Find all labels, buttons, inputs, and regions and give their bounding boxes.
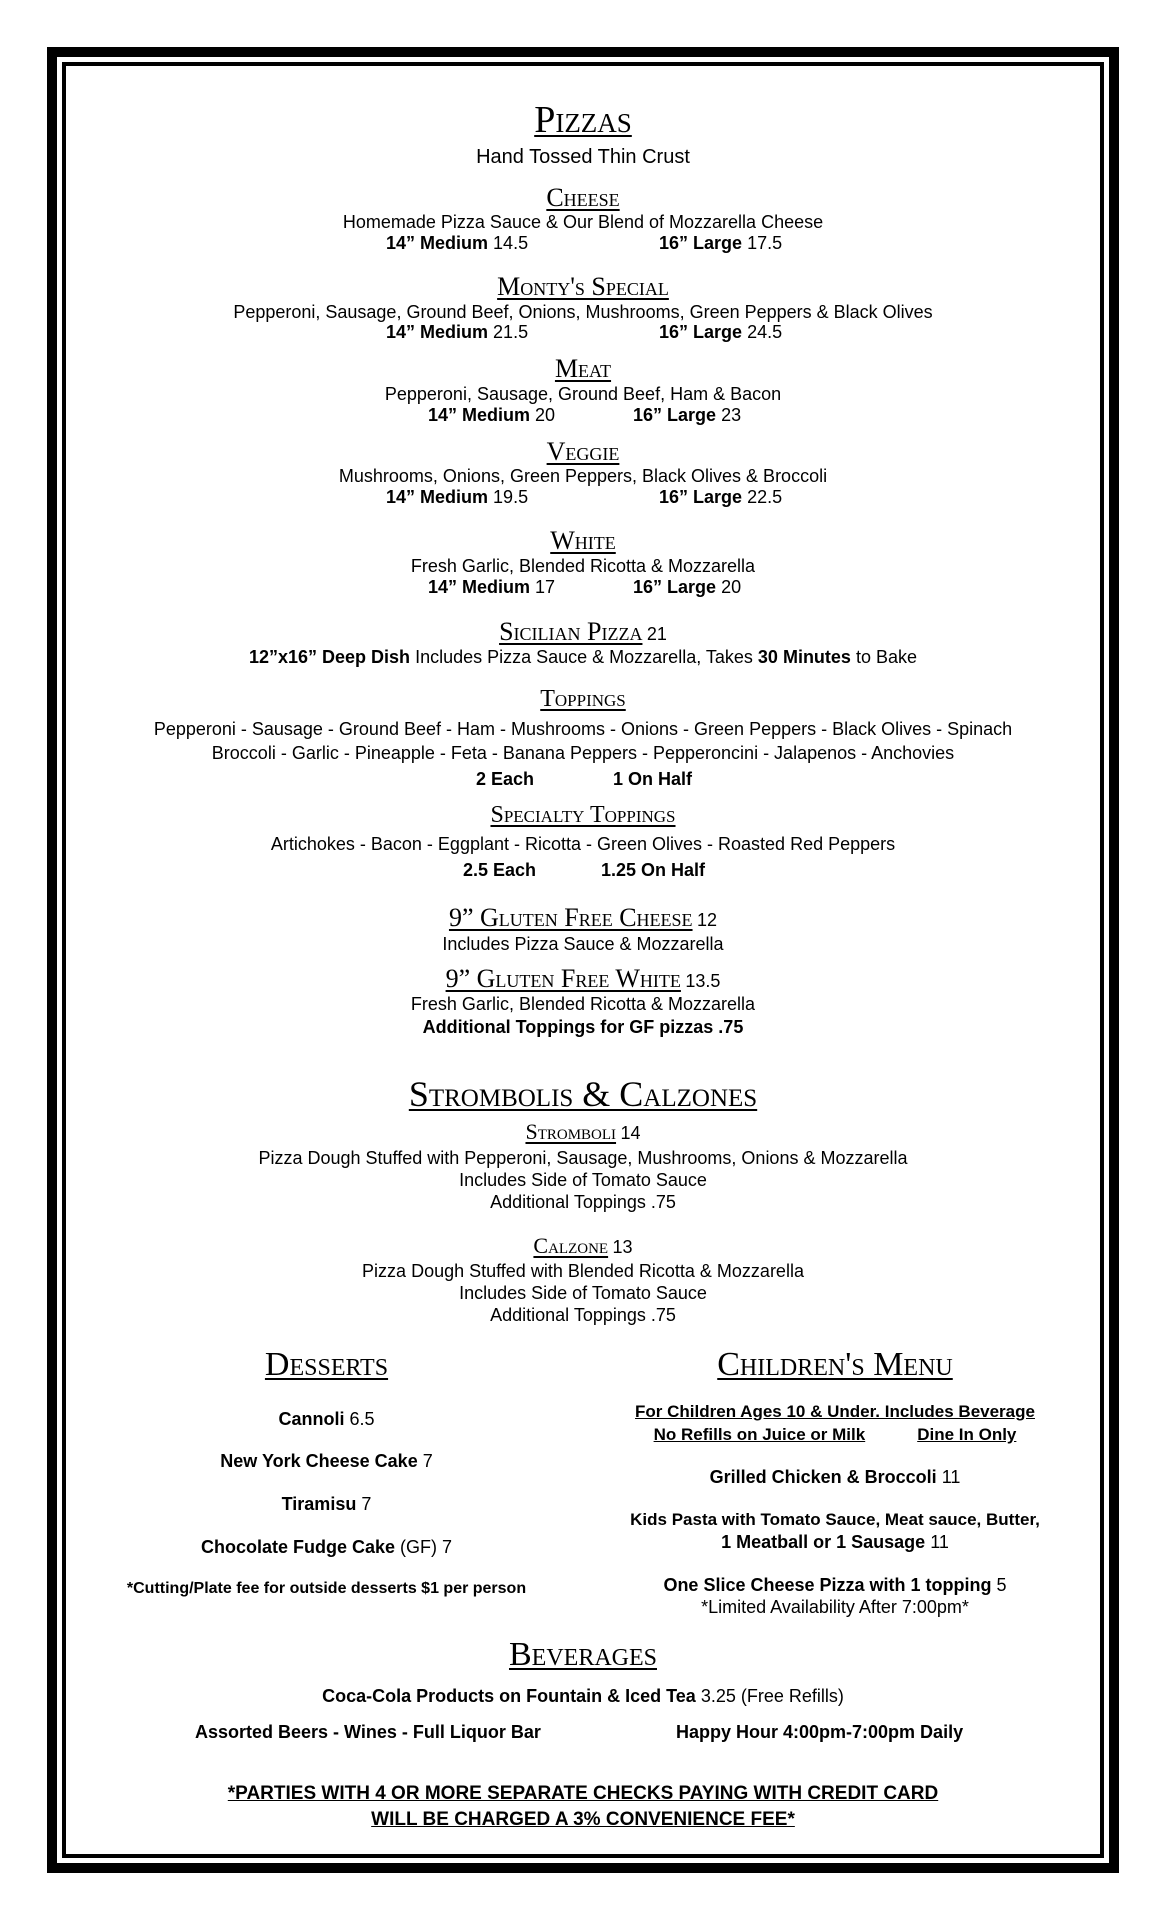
desserts-title: Desserts [264, 1346, 389, 1383]
beverage-soda: Coca-Cola Products on Fountain & Iced Tea 3.25 (Free Refills) [322, 1686, 844, 1706]
sicilian-pizza-desc: 12”x16” Deep Dish Includes Pizza Sauce & Mozzarella, Takes 30 Minutes to Bake [248, 647, 918, 667]
dessert-plate-fee-note: *Cutting/Plate fee for outside desserts $1 per person [126, 1580, 527, 1597]
specialty-half-price: 1.25 On Half [601, 860, 706, 880]
gf-white-desc: Fresh Garlic, Blended Ricotta & Mozzarella [410, 994, 756, 1014]
montys-special-desc: Pepperoni, Sausage, Ground Beef, Onions, Mushrooms, Green Peppers & Black Olives [233, 302, 933, 322]
meat-pizza-name: Meat [554, 354, 612, 383]
veggie-large-price: 16” Large 22.5 [659, 487, 783, 507]
childrens-menu-section [600, 1346, 1070, 1618]
veggie-pizza-name: Veggie [546, 437, 620, 466]
specialty-toppings-line: Artichokes - Bacon - Eggplant - Ricotta - Green Olives - Roasted Red Peppers [270, 834, 896, 854]
gf-cheese-desc: Includes Pizza Sauce & Mozzarella [442, 934, 724, 954]
dessert-item: Chocolate Fudge Cake (GF) 7 [200, 1537, 453, 1557]
children-availability-note: *Limited Availability After 7:00pm* [701, 1597, 969, 1617]
children-age-info: For Children Ages 10 & Under. Includes Beverage [635, 1402, 1035, 1421]
children-item-pizza: One Slice Cheese Pizza with 1 topping 5 [663, 1575, 1007, 1595]
calzone-line-1: Pizza Dough Stuffed with Blended Ricotta & Mozzarella [362, 1261, 804, 1281]
children-item-pasta-line-1: Kids Pasta with Tomato Sauce, Meat sauce, Butter, [630, 1510, 1040, 1529]
toppings-line-2: Broccoli - Garlic - Pineapple - Feta - Banana Peppers - Pepperoncini - Jalapenos - Anchovies [211, 743, 955, 763]
gf-cheese-heading: 9” Gluten Free Cheese 12 [448, 903, 718, 932]
dessert-item: New York Cheese Cake 7 [220, 1451, 433, 1471]
stromboli-heading: Stromboli 14 [525, 1119, 641, 1144]
pizzas-title: Pizzas [534, 99, 632, 141]
meat-medium-price: 14” Medium 20 [428, 405, 556, 425]
calzone-heading: Calzone 13 [533, 1233, 633, 1258]
veggie-pizza-desc: Mushrooms, Onions, Green Peppers, Black Olives & Broccoli [338, 466, 828, 486]
dessert-item: Tiramisu 7 [281, 1494, 372, 1514]
montys-medium-price: 14” Medium 21.5 [386, 322, 529, 342]
white-large-price: 16” Large 20 [633, 577, 742, 597]
cheese-large-price: 16” Large 17.5 [659, 233, 783, 253]
white-medium-price: 14” Medium 17 [428, 577, 556, 597]
meat-pizza-desc: Pepperoni, Sausage, Ground Beef, Ham & Bacon [384, 384, 782, 404]
montys-large-price: 16” Large 24.5 [659, 322, 783, 342]
meat-large-price: 16” Large 23 [633, 405, 742, 425]
stromboli-line-3: Additional Toppings .75 [490, 1192, 676, 1212]
beverage-happy-hour: Happy Hour 4:00pm-7:00pm Daily [676, 1722, 964, 1742]
desserts-section [120, 1346, 533, 1598]
cheese-pizza-desc: Homemade Pizza Sauce & Our Blend of Mozzarella Cheese [342, 212, 824, 232]
dessert-item: Cannoli 6.5 [278, 1409, 375, 1429]
veggie-medium-price: 14” Medium 19.5 [386, 487, 529, 507]
children-item-chicken: Grilled Chicken & Broccoli 11 [709, 1467, 961, 1487]
gf-additional-toppings-note: Additional Toppings for GF pizzas .75 [422, 1017, 744, 1037]
calzone-line-2: Includes Side of Tomato Sauce [459, 1283, 707, 1303]
white-pizza-name: White [550, 526, 616, 555]
toppings-title: Toppings [540, 686, 626, 712]
beverages-title: Beverages [508, 1636, 657, 1673]
specialty-toppings-title: Specialty Toppings [490, 802, 676, 828]
childrens-menu-title: Children's Menu [717, 1346, 953, 1383]
gf-white-heading: 9” Gluten Free White 13.5 [445, 964, 721, 993]
children-refill-info: No Refills on Juice or Milk Dine In Only [653, 1425, 1017, 1444]
cheese-medium-price: 14” Medium 14.5 [386, 233, 529, 253]
footer-fee-line-2: WILL BE CHARGED A 3% CONVENIENCE FEE* [371, 1809, 795, 1830]
pizzas-subtitle: Hand Tossed Thin Crust [476, 146, 690, 168]
white-pizza-desc: Fresh Garlic, Blended Ricotta & Mozzarella [410, 556, 756, 576]
toppings-line-1: Pepperoni - Sausage - Ground Beef - Ham - Mushrooms - Onions - Green Peppers - Black Olives - Spinach [153, 719, 1013, 739]
specialty-each-price: 2.5 Each [463, 860, 537, 880]
beverage-bar: Assorted Beers - Wines - Full Liquor Bar [195, 1722, 541, 1742]
stromboli-line-2: Includes Side of Tomato Sauce [459, 1170, 707, 1190]
calzone-line-3: Additional Toppings .75 [490, 1305, 676, 1325]
sicilian-pizza-heading: Sicilian Pizza 21 [499, 617, 667, 646]
strombolis-calzones-title: Strombolis & Calzones [408, 1074, 758, 1114]
toppings-each-price: 2 Each [476, 769, 535, 789]
stromboli-line-1: Pizza Dough Stuffed with Pepperoni, Sausage, Mushrooms, Onions & Mozzarella [258, 1148, 908, 1168]
montys-special-name: Monty's Special [497, 272, 669, 301]
children-item-pasta-line-2: 1 Meatball or 1 Sausage 11 [721, 1532, 949, 1552]
toppings-half-price: 1 On Half [613, 769, 693, 789]
footer-fee-line-1: *PARTIES WITH 4 OR MORE SEPARATE CHECKS PAYING WITH CREDIT CARD [227, 1783, 939, 1804]
cheese-pizza-name: Cheese [546, 183, 620, 212]
